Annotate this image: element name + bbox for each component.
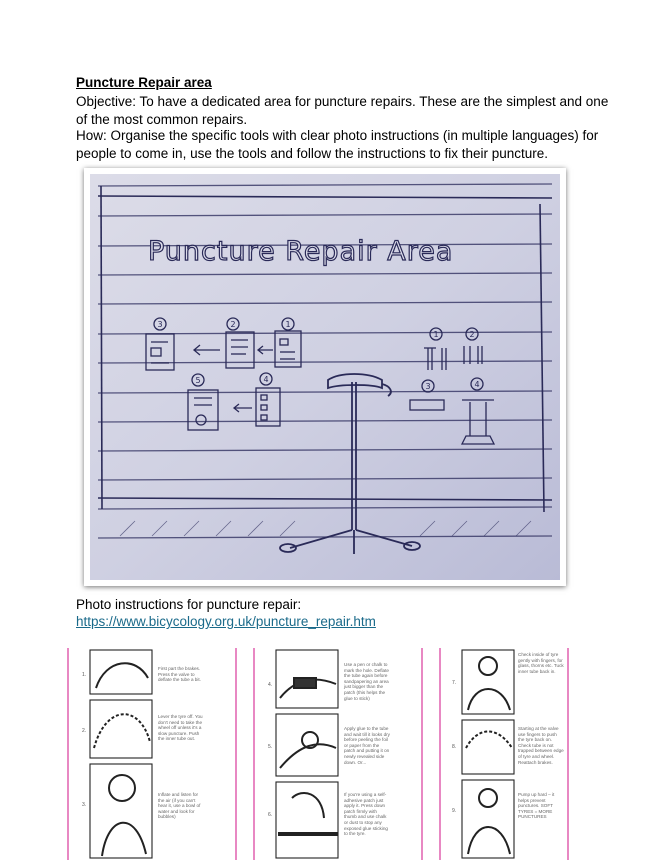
panel-step-number: 5. — [268, 744, 273, 750]
panel-step-number: 7. — [452, 680, 457, 686]
panel-step-number: 9. — [452, 808, 457, 814]
panel-step-text: Inflate and listen for the air (if you can't hear it, use a bowl of water and look for bubbles) — [158, 792, 201, 820]
sketch-step-4: 4 — [263, 375, 269, 384]
panel-step-text: Lever the tyre off. You don't need to take the wheel off unless it's a slow puncture. Push the inner tube out. — [158, 714, 203, 742]
panel-step-number: 3. — [82, 802, 87, 808]
panel-column-1 — [66, 648, 238, 860]
panel-step-text: If you're using a self-adhesive patch just apply it. Press down patch firmly with thumb and use chalk or dust to stop any exposed glue sticking to the tyre. — [344, 792, 388, 837]
sketch-step-1: 1 — [285, 320, 291, 329]
sketch-photo — [84, 168, 566, 586]
panel-step-text: Check inside of tyre gently with fingers, for glass, thorns etc. Tuck inner tube back in. — [518, 652, 564, 674]
panel-step-text: First part the brakes. Press the valve to deflate the tube a bit. — [158, 666, 201, 683]
panel-step-number: 4. — [268, 682, 273, 688]
how-text: How: Organise the specific tools with clear photo instructions (in multiple languages) for people to come in, use the tools and follow the instructions to fix their puncture. — [76, 128, 599, 161]
tool-step-3: 3 — [425, 382, 431, 391]
instructions-label: Photo instructions for puncture repair: — [76, 597, 302, 612]
sketch-step-2: 2 — [230, 320, 236, 329]
panel-step-number: 6. — [268, 812, 273, 818]
panel-step-number: 1. — [82, 672, 87, 678]
panel-column-2 — [252, 648, 424, 860]
panel-step-text: Starting at the valve use fingers to push the tyre back on. Check tube is not trapped between edge of tyre and wheel. Reattach brakes. — [518, 726, 564, 765]
panel-step-text: Apply glue to the tube and wait till it looks dry before peeling the foil or paper from the patch and putting it on newly revealed side down. Or... — [344, 726, 390, 765]
sketch-step-3: 3 — [157, 320, 163, 329]
panel-column-3 — [438, 648, 610, 860]
tool-step-1: 1 — [433, 330, 439, 339]
panel-step-number: 2. — [82, 728, 87, 734]
tool-step-4: 4 — [474, 380, 480, 389]
puncture-area-sketch — [90, 174, 560, 580]
sketch-title: Puncture Repair Area — [148, 236, 454, 267]
sketch-step-5: 5 — [195, 376, 201, 385]
panel-step-text: Pump up hard – it helps prevent punctures. SOFT TYRES = MORE PUNCTURES — [518, 792, 555, 820]
panel-step-number: 8. — [452, 744, 457, 750]
objective-text: Objective: To have a dedicated area for puncture repairs. These are the simplest and one of the most common repairs. — [76, 94, 609, 127]
tool-step-2: 2 — [469, 330, 475, 339]
bicycology-link[interactable]: https://www.bicycology.org.uk/puncture_repair.htm — [76, 614, 376, 629]
section-title: Puncture Repair area — [76, 75, 212, 90]
panel-step-text: Use a pen or chalk to mark the hole. Deflate the tube again before sandpapering an area just bigger than the patch (this helps the glue to stick) — [344, 662, 389, 701]
